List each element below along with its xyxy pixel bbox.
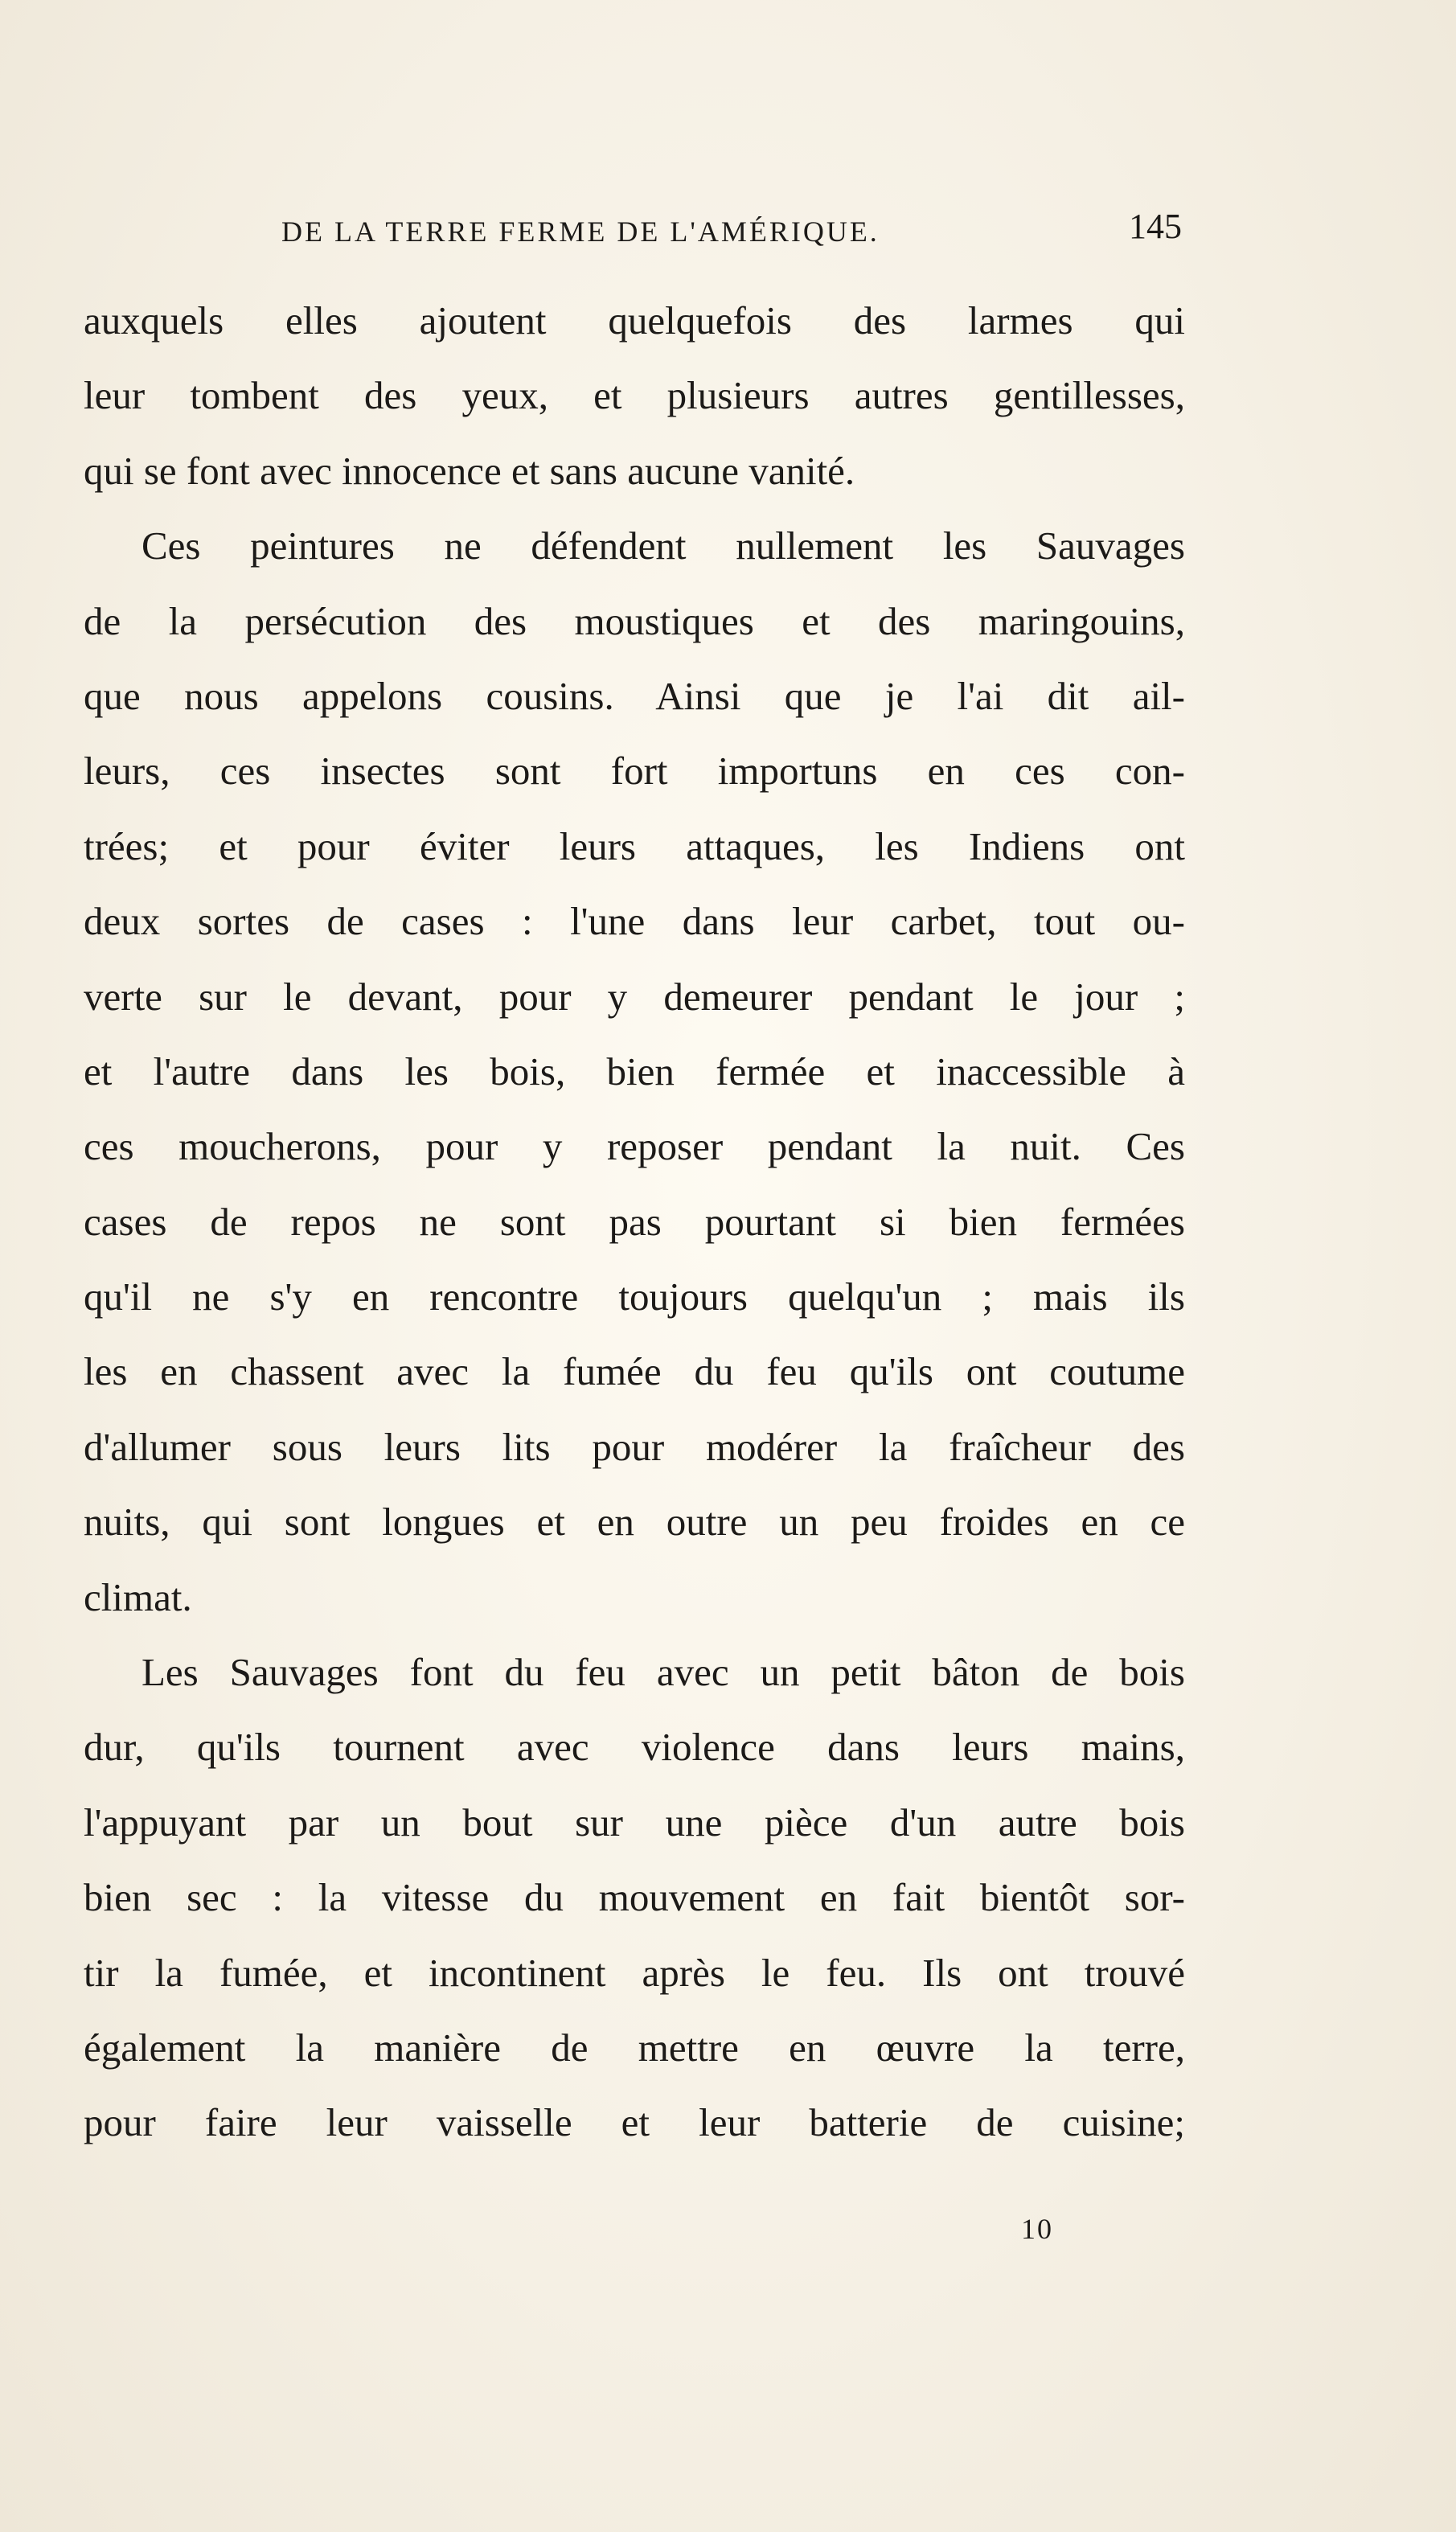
text-line: Les Sauvages font du feu avec un petit bâton de bois — [141, 1650, 1185, 1695]
text-line: leurs, ces insectes sont fort importuns en ces con- — [84, 749, 1185, 794]
signature-mark: 10 — [1021, 2213, 1053, 2245]
text-line: tir la fumée, et incontinent après le feu. Ils ont trouvé — [84, 1950, 1185, 1995]
text-line: qu'il ne s'y en rencontre toujours quelqu'un ; mais ils — [84, 1274, 1185, 1319]
text-line: Ces peintures ne défendent nullement les Sauvages — [141, 523, 1185, 568]
text-line: auxquels elles ajoutent quelquefois des larmes qui — [84, 298, 1185, 343]
text-line: nuits, qui sont longues et en outre un peu froides en ce — [84, 1500, 1185, 1545]
text-line: climat. — [84, 1574, 192, 1619]
text-line: deux sortes de cases : l'une dans leur carbet, tout ou- — [84, 899, 1185, 944]
text-line: également la manière de mettre en œuvre la terre, — [84, 2025, 1185, 2070]
page-number: 145 — [1129, 207, 1182, 246]
text-line: pour faire leur vaisselle et leur batterie de cuisine; — [84, 2100, 1185, 2145]
text-line: d'allumer sous leurs lits pour modérer la fraîcheur des — [84, 1424, 1185, 1469]
text-line: bien sec : la vitesse du mouvement en fait bientôt sor- — [84, 1875, 1185, 1920]
text-line: l'appuyant par un bout sur une pièce d'un autre bois — [84, 1799, 1185, 1845]
text-line: trées; et pour éviter leurs attaques, les Indiens ont — [84, 823, 1185, 868]
running-head: DE LA TERRE FERME DE L'AMÉRIQUE. — [281, 215, 880, 248]
text-line: que nous appelons cousins. Ainsi que je l'ai dit ail- — [84, 673, 1185, 718]
text-line: de la persécution des moustiques et des maringouins, — [84, 598, 1185, 643]
text-line: ces moucherons, pour y reposer pendant la nuit. Ces — [84, 1124, 1185, 1169]
text-line: et l'autre dans les bois, bien fermée et inaccessible à — [84, 1049, 1185, 1094]
text-line: qui se font avec innocence et sans aucune vanité. — [84, 448, 855, 493]
text-line: les en chassent avec la fumée du feu qu'ils ont coutume — [84, 1349, 1185, 1394]
text-line: leur tombent des yeux, et plusieurs autres gentillesses, — [84, 373, 1185, 418]
text-line: verte sur le devant, pour y demeurer pendant le jour ; — [84, 974, 1185, 1019]
text-line: cases de repos ne sont pas pourtant si bien fermées — [84, 1199, 1185, 1244]
text-line: dur, qu'ils tournent avec violence dans leurs mains, — [84, 1725, 1185, 1770]
body-text — [84, 283, 1185, 2161]
